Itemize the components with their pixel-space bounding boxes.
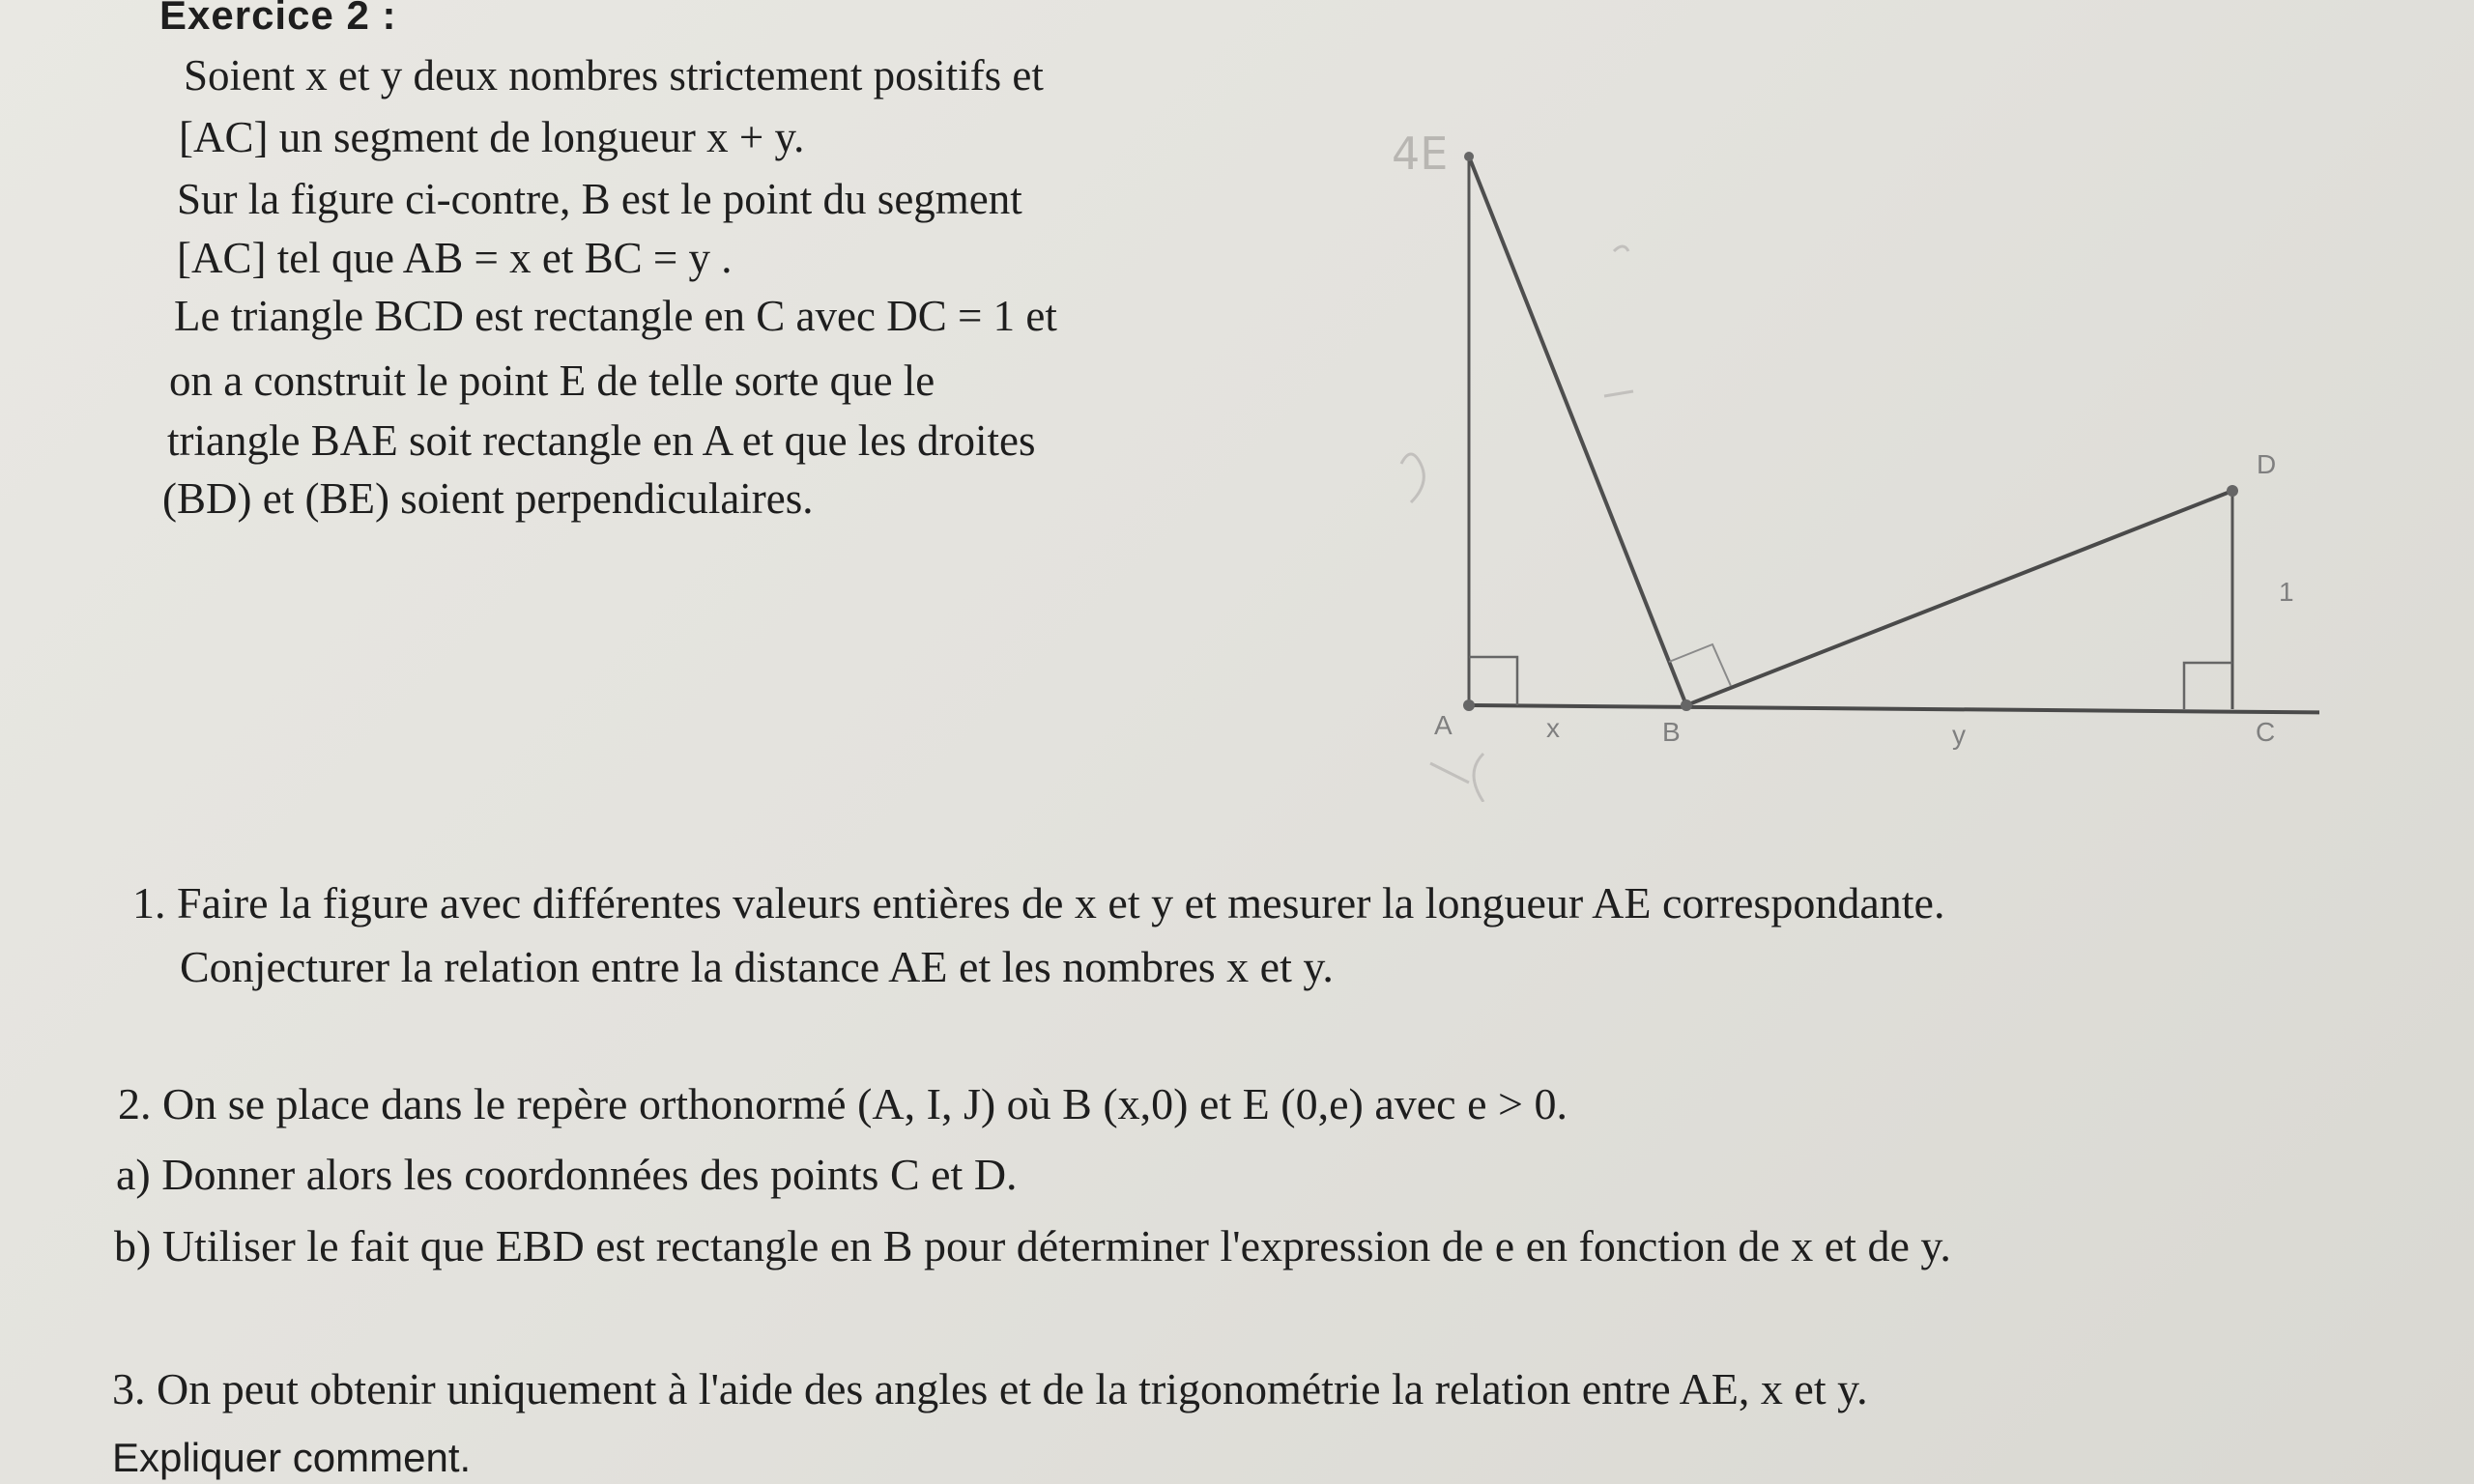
exercise-title: Exercice 2 : [159,0,397,38]
intro-line: on a construit le point E de telle sorte que le [169,357,935,405]
intro-line: Le triangle BCD est rectangle en C avec DC = 1 et [174,292,1057,340]
intro-line: [AC] un segment de longueur x + y. [179,113,805,161]
intro-line: Soient x et y deux nombres strictement positifs et [184,51,1044,100]
intro-line: [AC] tel que AB = x et BC = y . [177,234,733,282]
point-A [1463,699,1475,711]
point-label-D: D [2257,449,2277,479]
segment-label-y: y [1952,720,1966,750]
question-1-line-1: 1. Faire la figure avec différentes valeurs entières de x et y et mesurer la longueur AE correspondante. [132,878,1945,928]
segment-AC [1469,705,2319,713]
question-2b: b) Utiliser le fait que EBD est rectangle en B pour déterminer l'expression de e en fonction de x et de y. [114,1221,1951,1270]
right-angle-marker-C [2184,663,2232,709]
intro-line: triangle BAE soit rectangle en A et que les droites [167,416,1036,465]
point-E [1464,152,1474,161]
right-angle-marker-A [1469,657,1517,705]
point-B [1681,699,1692,711]
intro-line: Sur la figure ci-contre, B est le point du segment [177,175,1022,223]
point-label-B: B [1662,717,1681,747]
figure-drawing [1392,106,2319,802]
intro-paragraph [0,0,1256,541]
segment-BD [1686,491,2232,705]
question-1-line-2: Conjecturer la relation entre la distance AE et les nombres x et y. [180,942,1334,991]
question-3-line-1: 3. On peut obtenir uniquement à l'aide des angles et de la trigonométrie la relation entre AE, x et y. [112,1364,1868,1413]
point-D [2227,485,2238,497]
point-label-C: C [2256,717,2276,747]
intro-line: (BD) et (BE) soient perpendiculaires. [162,474,814,523]
segment-label-1: 1 [2279,577,2294,607]
question-2a: a) Donner alors les coordonnées des points C et D. [116,1150,1018,1199]
handwritten-mark: 4E [1392,128,1449,180]
segment-EB [1469,157,1686,705]
pencil-scribble [1401,454,1424,502]
pencil-scribble [1604,391,1633,396]
point-label-A: A [1434,710,1453,740]
geometry-figure [1392,106,2319,802]
question-3-line-2: Expliquer comment. [112,1435,472,1480]
segment-label-x: x [1546,713,1560,743]
pencil-scribble [1430,754,1483,802]
pencil-scribble [1614,246,1628,251]
handwritten-scribble [1392,128,1633,802]
question-2-line-1: 2. On se place dans le repère orthonormé (A, I, J) où B (x,0) et E (0,e) avec e > 0. [118,1079,1568,1128]
